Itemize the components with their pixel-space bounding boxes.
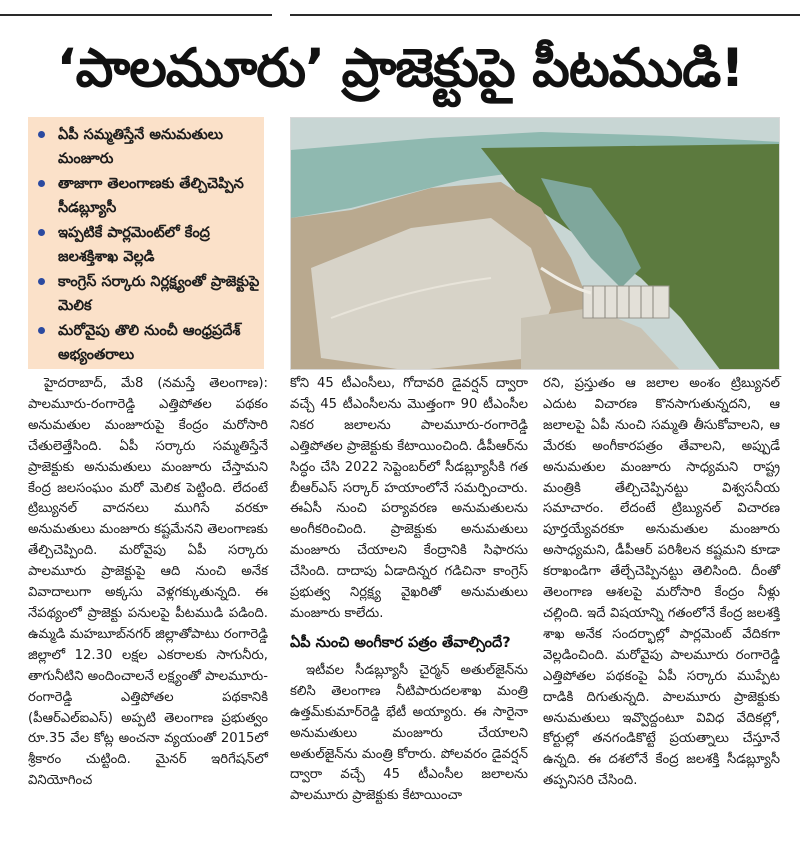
bullet-icon xyxy=(38,180,45,187)
highlight-text: తాజాగా తెలంగాణకు తేల్చిచెప్పిన సీడబ్ల్యూసీ xyxy=(58,176,244,216)
dam-aerial-photo xyxy=(290,117,780,370)
top-rule-right xyxy=(290,0,800,16)
article-subheading: ఏపీ నుంచి అంగీకార పత్రం తేవాల్సిందే? xyxy=(290,634,511,651)
photo-dam-structure xyxy=(583,286,669,318)
highlight-text: ఏపీ సమ్మతిస్తేనే అనుమతులు మంజూరు xyxy=(58,127,224,167)
article-paragraph: రని, ప్రస్తుతం ఆ జలాల అంశం ట్రిబ్యునల్‌ ఎదుట విచారణ కొనసాగుతున్నదని, ఆ జలాలపై ఏపీ నుంచి సమ్మతి తీసుకోవాలని, ఆ మేరకు అంగీకారపత్రం తేవాలని, అప్పుడే అనుమతుల మంజూరు సాధ్యమని రాష్ట్ర మంత్రికి తేల్చిచెప్పినట్టు విశ్వసనీయ సమాచారం. లేదంటే ట్రిబ్యునల్‌ విచారణ పూర్తయ్యేవరకూ అనుమతుల మంజూరు అసాధ్యమని, డీపీఆర్‌ పరిశీలన కష్టమని కూడా కరాఖండిగా తేల్చేచెప్పినట్టు తెలిసింది. దీంతో తెలంగాణ ఆశలపై మరోసారి కేంద్రం నీళ్లు చల్లింది. ఇదే విషయాన్ని గతంలోనే కేంద్ర జలశక్తి శాఖ అనేక సందర్భాల్లో పార్లమెంట్‌ వేదికగా వెల్లడించింది. మరోవైపు పాలమూరు రంగారెడ్డి ఎత్తిపోతల పథకంపై ఏపీ సర్కారు ముప్పేట దాడికి దిగుతున్నది. పాలమూరు ప్రాజెక్టుకు అనుమతులు ఇవ్వొద్దంటూ వివిధ వేదికల్లో, కోర్టుల్లో తనగండికొట్టే ప్రయత్నాలు చేస్తూనే ఉన్నది. ఈ దశలోనే కేంద్ర జలశక్తి సీడబ్ల్యూసీ తప్పనిసరి చేసింది. xyxy=(543,376,780,789)
article-paragraph: హైదరాబాద్‌, మే8 (నమస్తే తెలంగాణ): పాలమూరు-రంగారెడ్డి ఎత్తిపోతల పథకం అనుమతుల మంజూరుపై కేంద్రం మరోసారి చేతులెత్తేసింది. ఏపీ సర్కారు సమ్మతిస్తేనే ప్రాజెక్టుకు అనుమతులు మంజూరు చేస్తామని కేంద్ర జలసంఘం మరో మెలిక పెట్టింది. లేదంటే ట్రిబ్యునల్‌ వాదనలు ముగిసే వరకూ అనుమతులు మంజూరు కష్టమేనని తెలంగాణకు తేల్చిచెప్పింది. మరోవైపు ఏపీ సర్కారు పాలమూరు ప్రాజెక్టుపై ఆది నుంచి అనేక వివాదాలుగా అక్కసు వెళ్లగక్కుతున్నది. ఈ నేపథ్యంలో ప్రాజెక్టు పనులపై పీటముడి పడింది. ఉమ్మడి మహబూబ్‌నగర్‌ జిల్లాతోపాటు రంగారెడ్డి జిల్లాలో 12.30 లక్షల ఎకరాలకు సాగునీరు, తాగునీటిని అందించాలనే లక్ష్యంతో పాలమూరు-రంగారెడ్డి ఎత్తిపోతల పథకానికి (పీఆర్‌ఎల్‌ఐఎస్‌) అప్పటి తెలంగాణ ప్రభుత్వం రూ.35 వేల కోట్ల అంచనా వ్యయంతో 2015లో శ్రీకారం చుట్టింది. మైనర్‌ ఇరిగేషన్‌లో వినియోగించ xyxy=(28,376,268,789)
highlight-text: కాంగ్రెస్‌ సర్కారు నిర్లక్ష్యంతో ప్రాజెక్టుపై మెలిక xyxy=(58,274,260,314)
bullet-icon xyxy=(38,327,45,334)
article-paragraph: ఇటీవల సీడబ్ల్యూసీ చైర్మన్‌ అతుల్‌జైన్‌ను కలిసి తెలంగాణ నీటిపారుదలశాఖ మంత్రి ఉత్తమ్‌కుమార్‌రెడ్డి భేటీ అయ్యారు. ఈ సారైనా అనుమతులు మంజూరు చేయాలని అతుల్‌జైన్‌ను మంత్రి కోరారు. పోలవరం డైవర్షన్‌ ద్వారా వచ్చే 45 టీఎంసీల జలాలను పాలమూరు ప్రాజెక్టుకు కేటాయించా xyxy=(290,662,528,804)
article-column-2 xyxy=(290,374,528,807)
highlight-text: ఇప్పటికే పార్లమెంట్‌లో కేంద్ర జలశక్తిశాఖ వెల్లడి xyxy=(58,225,210,265)
highlight-item xyxy=(36,172,260,221)
article-column-1 xyxy=(28,374,268,792)
bullet-icon xyxy=(38,229,45,236)
highlight-item xyxy=(36,123,260,172)
highlight-item xyxy=(36,319,260,368)
highlight-item xyxy=(36,221,260,270)
highlights-box xyxy=(28,117,264,369)
top-rule-left xyxy=(0,0,272,16)
headline: ‘పాలమూరు’ ప్రాజెక్టుపై పీటముడి! xyxy=(56,38,744,99)
bullet-icon xyxy=(38,278,45,285)
reservoir-dam-image xyxy=(291,118,780,370)
article-paragraph: కోని 45 టీఎంసీలు, గోదావరి డైవర్షన్‌ ద్వారా వచ్చే 45 టీఎంసీలను మొత్తంగా 90 టీఎంసీల నికర జలాలను పాలమూరు-రంగారెడ్డి ఎత్తిపోతల ప్రాజెక్టుకు కేటాయించింది. డీపీఆర్‌ను సిద్ధం చేసి 2022 సెప్టెంబర్‌లో సీడబ్ల్యూసీకి గత బీఆర్‌ఎస్‌ సర్కార్‌ హయాంలోనే సమర్పించారు. ఈఏసీ నుంచి పర్యావరణ అనుమతులను అంగీకరించింది. ప్రాజెక్టుకు అనుమతులు మంజూరు చేయాలని కేంద్రానికి సిఫారసు చేసింది. దాదాపు ఏడాదిన్నర గడిచినా కాంగ్రెస్‌ ప్రభుత్వ నిర్లక్ష్య వైఖరితో అనుమతులు మంజూరు కాలేదు. xyxy=(290,376,528,621)
highlight-text: మరోవైపు తొలి నుంచీ ఆంధ్రప్రదేశ్‌ అభ్యంతరాలు xyxy=(58,323,241,363)
article-column-3 xyxy=(543,374,780,792)
bullet-icon xyxy=(38,131,45,138)
highlight-item xyxy=(36,270,260,319)
